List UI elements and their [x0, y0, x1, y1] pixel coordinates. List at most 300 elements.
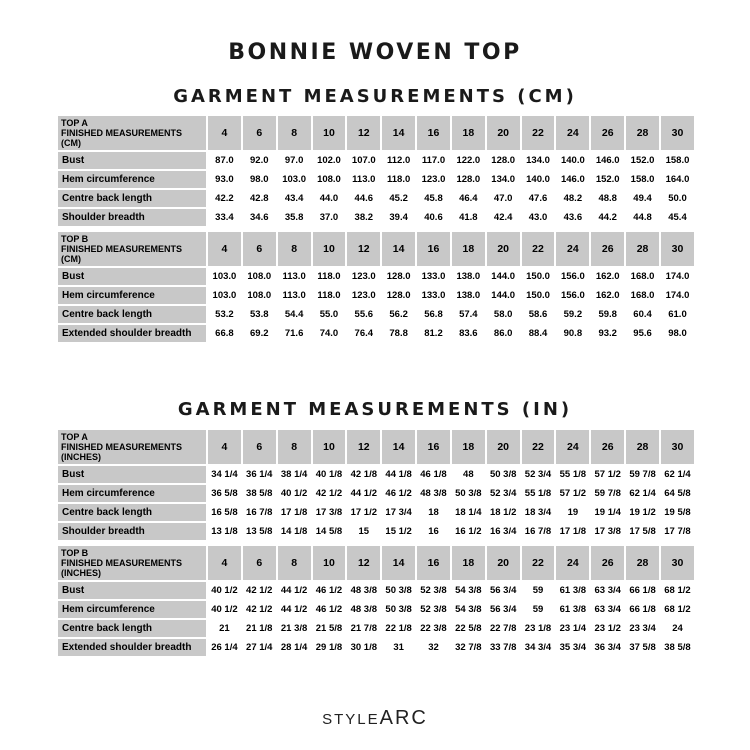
- measurement-value: 64 5/8: [661, 485, 694, 502]
- measurement-value: 17 7/8: [661, 523, 694, 540]
- block-header-label: [58, 232, 206, 266]
- measurement-value: 68 1/2: [661, 582, 694, 599]
- measurement-value: 156.0: [556, 268, 589, 285]
- size-header: 26: [591, 546, 624, 580]
- size-header: 24: [556, 546, 589, 580]
- table-header-row: [58, 232, 694, 266]
- measurement-value: 17 3/4: [382, 504, 415, 521]
- measurement-value: 21 1/8: [243, 620, 276, 637]
- measurement-value: 27 1/4: [243, 639, 276, 656]
- size-header: 30: [661, 430, 694, 464]
- measurement-value: 42 1/8: [347, 466, 380, 483]
- size-header: 14: [382, 546, 415, 580]
- measurement-value: 93.2: [591, 325, 624, 342]
- measurement-label: Shoulder breadth: [58, 523, 206, 540]
- measurement-label: Bust: [58, 466, 206, 483]
- measurement-value: 133.0: [417, 268, 450, 285]
- measurement-label: Hem circumference: [58, 485, 206, 502]
- measurement-value: 40 1/2: [208, 582, 241, 599]
- measurement-value: 113.0: [278, 287, 311, 304]
- measurement-value: 22 5/8: [452, 620, 485, 637]
- block-header-line: TOP A: [61, 118, 88, 128]
- measurement-value: 46 1/2: [382, 485, 415, 502]
- measurement-value: 128.0: [382, 268, 415, 285]
- measurement-value: 59: [522, 601, 555, 618]
- measurement-value: 44 1/2: [347, 485, 380, 502]
- measurement-label: Centre back length: [58, 190, 206, 207]
- measurement-value: 117.0: [417, 152, 450, 169]
- section-title-inches: GARMENT MEASUREMENTS (IN): [177, 399, 573, 420]
- measurement-value: 31: [382, 639, 415, 656]
- table-row: [58, 152, 694, 169]
- measurement-value: 61 3/8: [556, 601, 589, 618]
- size-header: 12: [347, 116, 380, 150]
- block-header-label: [58, 546, 206, 580]
- table-row: [58, 504, 694, 521]
- measurement-value: 58.6: [522, 306, 555, 323]
- measurement-value: 108.0: [243, 268, 276, 285]
- size-header: 30: [661, 546, 694, 580]
- size-header: 14: [382, 116, 415, 150]
- measurement-label: Bust: [58, 582, 206, 599]
- table-row: [58, 466, 694, 483]
- size-header: 20: [487, 116, 520, 150]
- size-header: 22: [522, 430, 555, 464]
- measurement-value: 55 1/8: [556, 466, 589, 483]
- size-header: 26: [591, 232, 624, 266]
- table-header-row: [58, 430, 694, 464]
- measurement-value: 97.0: [278, 152, 311, 169]
- measurement-value: 19 1/2: [626, 504, 659, 521]
- measurement-value: 37.0: [313, 209, 346, 226]
- measurement-value: 107.0: [347, 152, 380, 169]
- size-header: 6: [243, 546, 276, 580]
- measurement-value: 57 1/2: [591, 466, 624, 483]
- size-header: 6: [243, 116, 276, 150]
- measurement-label: Extended shoulder breadth: [58, 639, 206, 656]
- measurement-value: 22 7/8: [487, 620, 520, 637]
- table-row: [58, 268, 694, 285]
- block-header-line: TOP A: [61, 432, 88, 442]
- size-header: 12: [347, 546, 380, 580]
- measurement-value: 50 3/8: [382, 582, 415, 599]
- measurement-value: 56.2: [382, 306, 415, 323]
- measurement-value: 13 5/8: [243, 523, 276, 540]
- size-header: 30: [661, 116, 694, 150]
- measurement-value: 52 3/8: [417, 582, 450, 599]
- measurement-value: 108.0: [313, 171, 346, 188]
- measurement-value: 138.0: [452, 268, 485, 285]
- measurement-value: 66 1/8: [626, 601, 659, 618]
- measurement-value: 174.0: [661, 287, 694, 304]
- measurement-value: 140.0: [522, 171, 555, 188]
- measurement-value: 38.2: [347, 209, 380, 226]
- measurement-value: 113.0: [278, 268, 311, 285]
- page-title: BONNIE WOVEN TOP: [228, 40, 522, 65]
- measurement-value: 56.8: [417, 306, 450, 323]
- measurement-value: 55 1/8: [522, 485, 555, 502]
- measurement-value: 34 1/4: [208, 466, 241, 483]
- size-header: 28: [626, 430, 659, 464]
- measurement-value: 144.0: [487, 287, 520, 304]
- brand-logo-part2: ARC: [379, 707, 428, 729]
- block-header-line: (INCHES): [61, 452, 101, 462]
- measurement-value: 23 1/4: [556, 620, 589, 637]
- measurement-value: 123.0: [347, 287, 380, 304]
- size-header: 16: [417, 232, 450, 266]
- measurement-value: 46 1/2: [313, 582, 346, 599]
- measurement-value: 128.0: [487, 152, 520, 169]
- measurement-value: 33 7/8: [487, 639, 520, 656]
- size-header: 16: [417, 430, 450, 464]
- measurement-value: 59: [522, 582, 555, 599]
- measurement-value: 60.4: [626, 306, 659, 323]
- measurement-value: 23 1/8: [522, 620, 555, 637]
- measurement-value: 14 1/8: [278, 523, 311, 540]
- measurement-value: 68 1/2: [661, 601, 694, 618]
- measurement-label: Centre back length: [58, 504, 206, 521]
- measurement-value: 134.0: [522, 152, 555, 169]
- measurement-label: Bust: [58, 152, 206, 169]
- measurement-value: 18 1/4: [452, 504, 485, 521]
- measurement-value: 92.0: [243, 152, 276, 169]
- measurement-value: 81.2: [417, 325, 450, 342]
- measurement-value: 36 5/8: [208, 485, 241, 502]
- table-row: [58, 209, 694, 226]
- measurement-value: 30 1/8: [347, 639, 380, 656]
- measurement-value: 22 3/8: [417, 620, 450, 637]
- measurement-value: 50 3/8: [487, 466, 520, 483]
- measurement-value: 93.0: [208, 171, 241, 188]
- measurement-value: 46 1/2: [313, 601, 346, 618]
- measurement-label: Extended shoulder breadth: [58, 325, 206, 342]
- measurement-value: 123.0: [417, 171, 450, 188]
- measurement-value: 22 1/8: [382, 620, 415, 637]
- measurement-value: 53.2: [208, 306, 241, 323]
- measurement-value: 15: [347, 523, 380, 540]
- measurement-value: 108.0: [243, 287, 276, 304]
- measurement-value: 17 3/8: [313, 504, 346, 521]
- measurement-value: 45.2: [382, 190, 415, 207]
- measurement-value: 174.0: [661, 268, 694, 285]
- measurement-value: 23 1/2: [591, 620, 624, 637]
- size-header: 8: [278, 546, 311, 580]
- measurement-value: 44.8: [626, 209, 659, 226]
- table-row: [58, 325, 694, 342]
- measurement-value: 21: [208, 620, 241, 637]
- measurement-value: 52 3/4: [522, 466, 555, 483]
- measurement-value: 15 1/2: [382, 523, 415, 540]
- measurements-table-cm: [56, 114, 696, 344]
- measurement-value: 98.0: [243, 171, 276, 188]
- block-header-line: FINISHED MEASUREMENTS: [61, 244, 183, 254]
- section-title-cm: GARMENT MEASUREMENTS (CM): [173, 86, 577, 107]
- measurement-value: 43.6: [556, 209, 589, 226]
- measurement-value: 152.0: [591, 171, 624, 188]
- measurement-value: 128.0: [452, 171, 485, 188]
- table-header-row: [58, 546, 694, 580]
- measurement-value: 16: [417, 523, 450, 540]
- measurement-label: Hem circumference: [58, 171, 206, 188]
- measurement-value: 47.6: [522, 190, 555, 207]
- measurement-value: 86.0: [487, 325, 520, 342]
- measurement-value: 102.0: [313, 152, 346, 169]
- measurement-value: 42 1/2: [313, 485, 346, 502]
- measurement-value: 17 1/8: [556, 523, 589, 540]
- measurement-value: 58.0: [487, 306, 520, 323]
- block-header-line: TOP B: [61, 234, 89, 244]
- block-header-line: FINISHED MEASUREMENTS: [61, 442, 183, 452]
- measurement-value: 118.0: [313, 287, 346, 304]
- measurement-value: 103.0: [278, 171, 311, 188]
- measurement-value: 36 1/4: [243, 466, 276, 483]
- measurement-value: 21 7/8: [347, 620, 380, 637]
- measurement-value: 44 1/8: [382, 466, 415, 483]
- size-header: 26: [591, 430, 624, 464]
- measurement-value: 48.8: [591, 190, 624, 207]
- size-header: 4: [208, 430, 241, 464]
- measurement-value: 42 1/2: [243, 601, 276, 618]
- measurement-value: 48: [452, 466, 485, 483]
- size-header: 24: [556, 430, 589, 464]
- measurement-value: 74.0: [313, 325, 346, 342]
- measurement-value: 69.2: [243, 325, 276, 342]
- measurement-value: 43.0: [522, 209, 555, 226]
- measurement-value: 44.0: [313, 190, 346, 207]
- size-header: 22: [522, 232, 555, 266]
- measurement-value: 133.0: [417, 287, 450, 304]
- measurement-value: 66.8: [208, 325, 241, 342]
- measurement-value: 35.8: [278, 209, 311, 226]
- size-header: 26: [591, 116, 624, 150]
- measurement-value: 16 7/8: [243, 504, 276, 521]
- measurement-value: 40 1/2: [208, 601, 241, 618]
- measurement-value: 162.0: [591, 287, 624, 304]
- size-header: 22: [522, 546, 555, 580]
- measurement-value: 40 1/2: [278, 485, 311, 502]
- measurement-value: 118.0: [313, 268, 346, 285]
- table-row: [58, 287, 694, 304]
- size-header: 16: [417, 546, 450, 580]
- measurement-value: 42.2: [208, 190, 241, 207]
- size-header: 14: [382, 430, 415, 464]
- measurement-value: 168.0: [626, 268, 659, 285]
- measurement-value: 164.0: [661, 171, 694, 188]
- table-row: [58, 306, 694, 323]
- size-header: 10: [313, 546, 346, 580]
- measurement-value: 78.8: [382, 325, 415, 342]
- measurement-label: Bust: [58, 268, 206, 285]
- measurement-label: Shoulder breadth: [58, 209, 206, 226]
- measurement-value: 34 3/4: [522, 639, 555, 656]
- measurement-value: 146.0: [556, 171, 589, 188]
- measurement-value: 38 5/8: [243, 485, 276, 502]
- size-header: 4: [208, 232, 241, 266]
- measurement-value: 43.4: [278, 190, 311, 207]
- measurement-value: 62 1/4: [661, 466, 694, 483]
- measurement-value: 50 3/8: [382, 601, 415, 618]
- block-header-line: FINISHED MEASUREMENTS: [61, 558, 183, 568]
- size-header: 18: [452, 546, 485, 580]
- measurement-value: 28 1/4: [278, 639, 311, 656]
- table-row: [58, 601, 694, 618]
- measurement-value: 156.0: [556, 287, 589, 304]
- measurement-value: 158.0: [661, 152, 694, 169]
- measurement-value: 140.0: [556, 152, 589, 169]
- measurement-value: 23 3/4: [626, 620, 659, 637]
- measurement-value: 38 1/4: [278, 466, 311, 483]
- measurement-value: 19: [556, 504, 589, 521]
- block-header-line: FINISHED MEASUREMENTS: [61, 128, 183, 138]
- size-header: 4: [208, 116, 241, 150]
- measurement-value: 45.8: [417, 190, 450, 207]
- measurement-value: 17 5/8: [626, 523, 659, 540]
- measurement-value: 19 5/8: [661, 504, 694, 521]
- measurement-value: 76.4: [347, 325, 380, 342]
- size-header: 8: [278, 116, 311, 150]
- measurement-label: Hem circumference: [58, 287, 206, 304]
- brand-logo-part1: STYLE: [322, 711, 380, 728]
- measurement-label: Centre back length: [58, 306, 206, 323]
- measurement-value: 42 1/2: [243, 582, 276, 599]
- size-header: 6: [243, 430, 276, 464]
- measurement-value: 47.0: [487, 190, 520, 207]
- measurement-value: 54 3/8: [452, 601, 485, 618]
- brand-logo: [0, 707, 750, 730]
- size-header: 24: [556, 116, 589, 150]
- measurement-value: 90.8: [556, 325, 589, 342]
- measurement-value: 45.4: [661, 209, 694, 226]
- measurement-value: 59 7/8: [591, 485, 624, 502]
- measurement-value: 95.6: [626, 325, 659, 342]
- measurement-value: 48 3/8: [347, 582, 380, 599]
- measurement-value: 36 3/4: [591, 639, 624, 656]
- size-header: 10: [313, 116, 346, 150]
- measurement-value: 29 1/8: [313, 639, 346, 656]
- measurement-value: 21 5/8: [313, 620, 346, 637]
- measurement-value: 35 3/4: [556, 639, 589, 656]
- measurement-value: 63 3/4: [591, 582, 624, 599]
- block-header-line: (CM): [61, 138, 81, 148]
- measurement-value: 16 5/8: [208, 504, 241, 521]
- measurement-value: 63 3/4: [591, 601, 624, 618]
- measurement-value: 98.0: [661, 325, 694, 342]
- measurement-value: 37 5/8: [626, 639, 659, 656]
- measurement-value: 57.4: [452, 306, 485, 323]
- measurement-value: 59 7/8: [626, 466, 659, 483]
- measurement-value: 150.0: [522, 287, 555, 304]
- measurement-value: 168.0: [626, 287, 659, 304]
- size-header: 28: [626, 232, 659, 266]
- measurement-value: 18: [417, 504, 450, 521]
- measurement-value: 21 3/8: [278, 620, 311, 637]
- measurement-value: 118.0: [382, 171, 415, 188]
- size-header: 18: [452, 116, 485, 150]
- table-row: [58, 171, 694, 188]
- measurement-value: 162.0: [591, 268, 624, 285]
- measurement-value: 42.8: [243, 190, 276, 207]
- measurement-value: 17 1/8: [278, 504, 311, 521]
- measurement-value: 34.6: [243, 209, 276, 226]
- measurement-value: 18 3/4: [522, 504, 555, 521]
- measurement-value: 19 1/4: [591, 504, 624, 521]
- measurement-value: 24: [661, 620, 694, 637]
- measurement-value: 138.0: [452, 287, 485, 304]
- measurement-value: 42.4: [487, 209, 520, 226]
- measurement-label: Centre back length: [58, 620, 206, 637]
- measurement-value: 88.4: [522, 325, 555, 342]
- measurement-value: 40 1/8: [313, 466, 346, 483]
- size-header: 8: [278, 232, 311, 266]
- measurement-value: 59.2: [556, 306, 589, 323]
- measurement-value: 87.0: [208, 152, 241, 169]
- measurement-value: 44.2: [591, 209, 624, 226]
- measurement-value: 55.6: [347, 306, 380, 323]
- block-header-label: [58, 116, 206, 150]
- size-header: 14: [382, 232, 415, 266]
- measurement-value: 56 3/4: [487, 582, 520, 599]
- measurement-value: 17 1/2: [347, 504, 380, 521]
- size-header: 6: [243, 232, 276, 266]
- measurement-value: 113.0: [347, 171, 380, 188]
- measurement-value: 40.6: [417, 209, 450, 226]
- measurement-value: 26 1/4: [208, 639, 241, 656]
- measurement-value: 18 1/2: [487, 504, 520, 521]
- measurement-value: 52 3/8: [417, 601, 450, 618]
- size-header: 20: [487, 232, 520, 266]
- measurement-value: 33.4: [208, 209, 241, 226]
- size-header: 4: [208, 546, 241, 580]
- measurement-label: Hem circumference: [58, 601, 206, 618]
- measurement-value: 44.6: [347, 190, 380, 207]
- measurement-value: 16 3/4: [487, 523, 520, 540]
- measurement-value: 146.0: [591, 152, 624, 169]
- block-header-line: TOP B: [61, 548, 89, 558]
- measurement-value: 62 1/4: [626, 485, 659, 502]
- measurement-value: 32: [417, 639, 450, 656]
- size-header: 8: [278, 430, 311, 464]
- size-header: 28: [626, 116, 659, 150]
- measurement-value: 46.4: [452, 190, 485, 207]
- table-row: [58, 485, 694, 502]
- measurement-value: 48 3/8: [347, 601, 380, 618]
- measurement-value: 16 1/2: [452, 523, 485, 540]
- measurement-value: 54.4: [278, 306, 311, 323]
- measurement-value: 56 3/4: [487, 601, 520, 618]
- measurement-value: 112.0: [382, 152, 415, 169]
- table-row: [58, 639, 694, 656]
- measurement-value: 61.0: [661, 306, 694, 323]
- measurement-value: 44 1/2: [278, 582, 311, 599]
- table-row: [58, 582, 694, 599]
- measurement-value: 158.0: [626, 171, 659, 188]
- measurement-value: 152.0: [626, 152, 659, 169]
- size-header: 18: [452, 232, 485, 266]
- measurement-value: 123.0: [347, 268, 380, 285]
- measurement-value: 41.8: [452, 209, 485, 226]
- block-header-label: [58, 430, 206, 464]
- measurement-value: 103.0: [208, 268, 241, 285]
- measurement-value: 55.0: [313, 306, 346, 323]
- measurement-value: 48.2: [556, 190, 589, 207]
- measurement-value: 50 3/8: [452, 485, 485, 502]
- measurement-value: 128.0: [382, 287, 415, 304]
- measurement-value: 53.8: [243, 306, 276, 323]
- measurements-table-inches: [56, 428, 696, 658]
- measurement-value: 122.0: [452, 152, 485, 169]
- size-header: 12: [347, 430, 380, 464]
- size-header: 20: [487, 430, 520, 464]
